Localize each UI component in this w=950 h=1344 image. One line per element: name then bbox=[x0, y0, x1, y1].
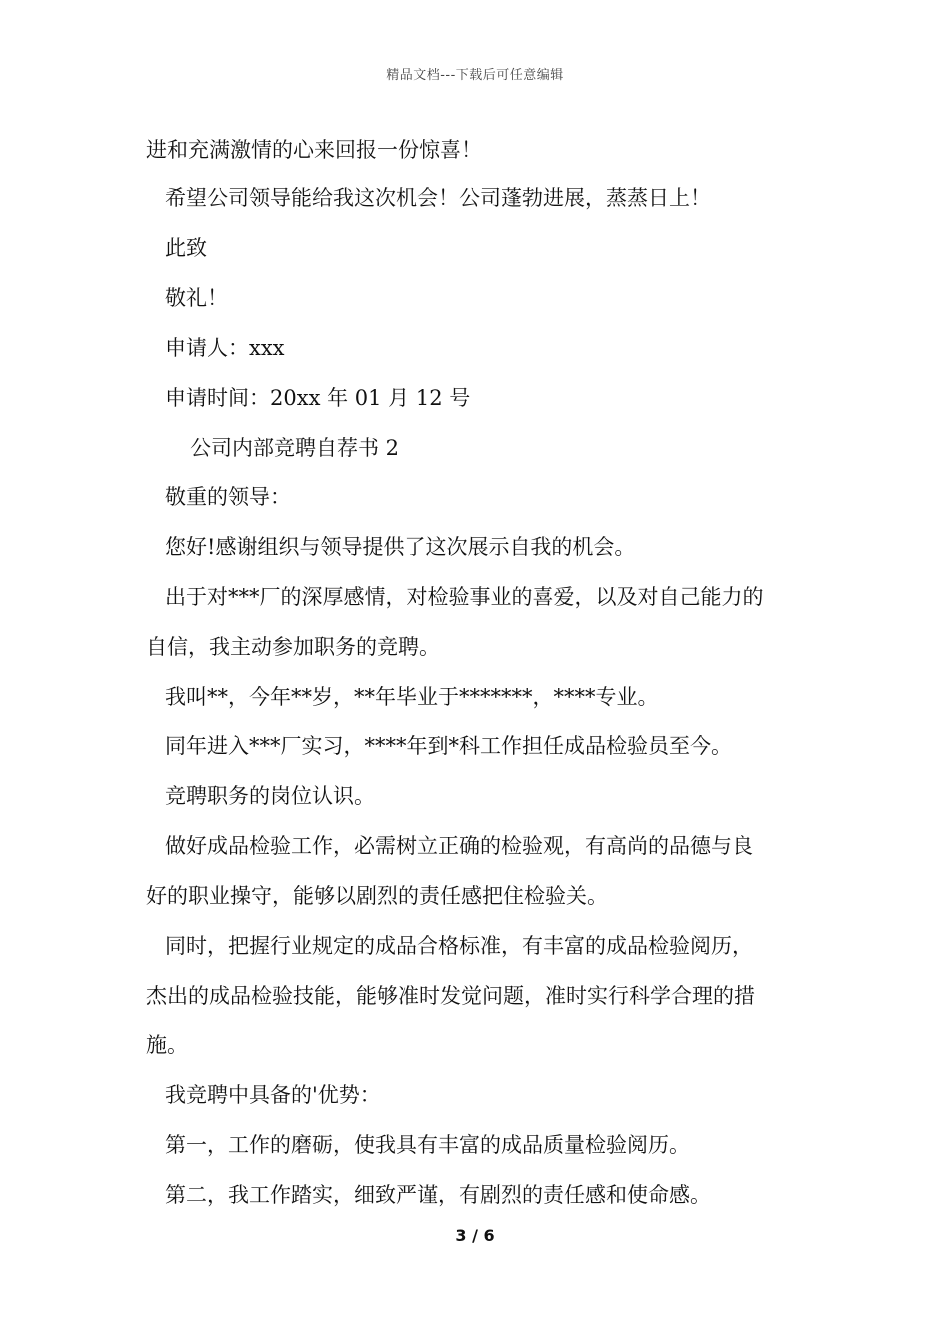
applicant-line: 申请人：xxx bbox=[165, 336, 285, 360]
paragraph-line: 进和充满激情的心来回报一份惊喜！ bbox=[146, 138, 482, 162]
paragraph-line: 自信，我主动参加职务的竞聘。 bbox=[146, 635, 440, 659]
page-number: 3 / 6 bbox=[455, 1226, 495, 1245]
paragraph-line: 第二，我工作踏实，细致严谨，有剧烈的责任感和使命感。 bbox=[165, 1183, 711, 1207]
paragraph-line: 您好!感谢组织与领导提供了这次展示自我的机会。 bbox=[165, 535, 636, 559]
paragraph-line: 出于对***厂的深厚感情，对检验事业的喜爱，以及对自己能力的 bbox=[165, 585, 764, 609]
paragraph-line: 施。 bbox=[146, 1033, 188, 1057]
page-header: 精品文档---下载后可任意编辑 bbox=[386, 68, 564, 83]
paragraph-line: 希望公司领导能给我这次机会！公司蓬勃进展，蒸蒸日上！ bbox=[165, 186, 711, 210]
paragraph-line: 第一，工作的磨砺，使我具有丰富的成品质量检验阅历。 bbox=[165, 1133, 690, 1157]
date-line: 申请时间：20xx 年 01 月 12 号 bbox=[165, 386, 471, 410]
paragraph-line: 做好成品检验工作，必需树立正确的检验观，有高尚的品德与良 bbox=[165, 834, 753, 858]
section-title: 公司内部竞聘自荐书 2 bbox=[190, 436, 400, 460]
paragraph-line: 敬重的领导： bbox=[165, 485, 291, 509]
paragraph-line: 我叫**，今年**岁，**年毕业于*******，****专业。 bbox=[165, 685, 659, 709]
paragraph-line: 同时，把握行业规定的成品合格标准，有丰富的成品检验阅历， bbox=[165, 934, 753, 958]
paragraph-line: 杰出的成品检验技能，能够准时发觉问题，准时实行科学合理的措 bbox=[146, 984, 755, 1008]
paragraph-line: 我竞聘中具备的'优势： bbox=[165, 1083, 381, 1107]
salutation-line: 敬礼！ bbox=[165, 286, 228, 310]
paragraph-line: 同年进入***厂实习，****年到*科工作担任成品检验员至今。 bbox=[165, 734, 732, 758]
salutation-line: 此致 bbox=[165, 236, 207, 260]
paragraph-line: 竞聘职务的岗位认识。 bbox=[165, 784, 375, 808]
paragraph-line: 好的职业操守，能够以剧烈的责任感把住检验关。 bbox=[146, 884, 608, 908]
